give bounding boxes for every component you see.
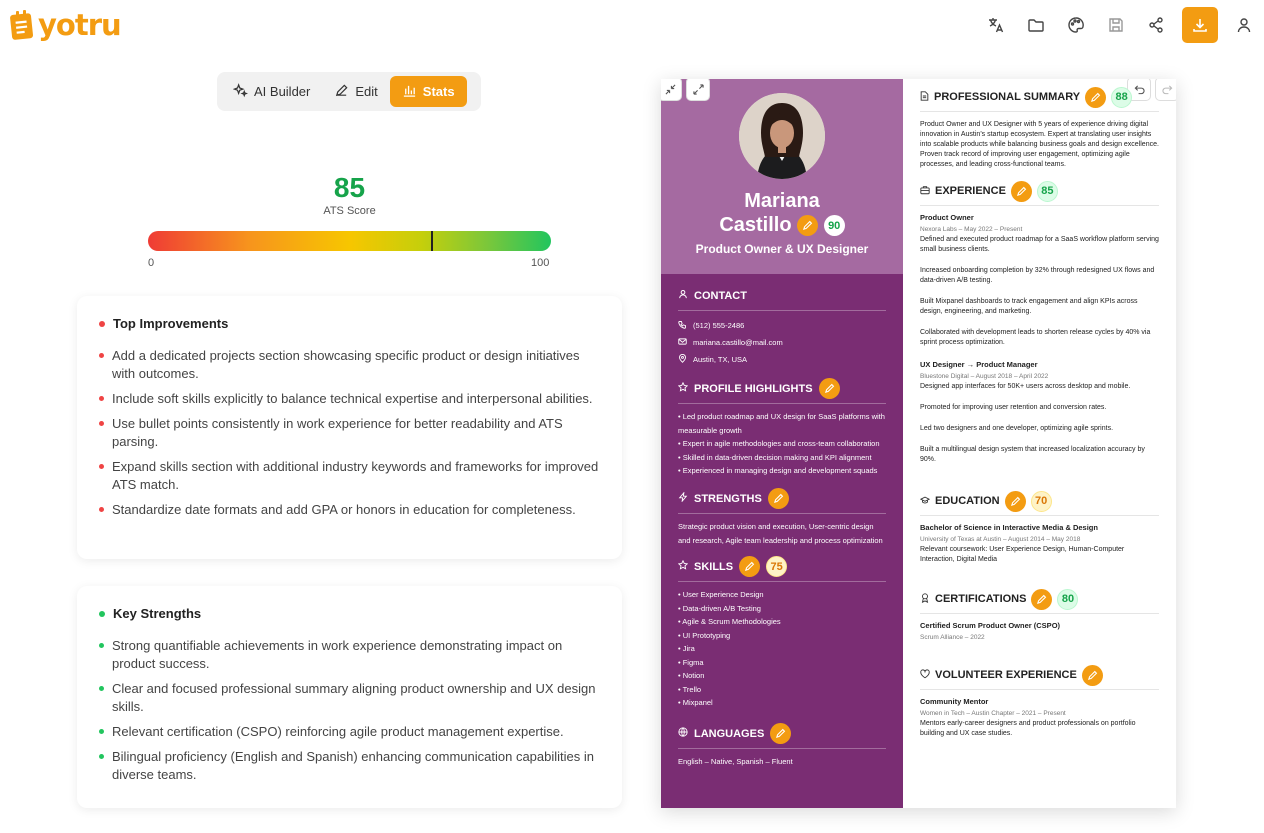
job-role: Product Owner [920, 213, 974, 222]
skills-section [678, 557, 886, 710]
languages-section [678, 724, 886, 769]
download-icon[interactable] [1182, 7, 1218, 43]
contact-email[interactable]: mariana.castillo@mail.com [693, 338, 783, 347]
strengths-heading [99, 606, 600, 621]
list-item-text: Add a dedicated projects section showcasing specific product or design initiatives with outcomes. [112, 348, 580, 381]
bullet-item: • Experienced in managing design and development squads [678, 466, 878, 475]
list-item-text: Relevant certification (CSPO) reinforcing agile product management expertise. [112, 724, 564, 739]
edit-strengths-button[interactable] [768, 488, 789, 509]
resume-job-title: Product Owner & UX Designer [695, 242, 869, 256]
edit-languages-button[interactable] [770, 723, 791, 744]
job-role: UX Designer → Product Manager [920, 360, 1038, 369]
bar-chart-icon [402, 83, 417, 101]
education-degree: Bachelor of Science in Interactive Media & Design [920, 523, 1098, 532]
list-item-text: Standardize date formats and add GPA or honors in education for completeness. [112, 502, 576, 517]
bullet-dot-icon [99, 754, 104, 759]
bullet-dot-icon [99, 643, 104, 648]
translate-icon[interactable] [976, 7, 1016, 43]
education-text: Relevant coursework: User Experience Design, Human-Computer Interaction, Digital Media [920, 546, 1125, 563]
strengths-text: Strategic product vision and execution, User-centric design and research, Agile team leadership and process optimization [678, 522, 883, 545]
list-item-text: Bilingual proficiency (English and Spanish) enhancing communication capabilities in diverse teams. [112, 749, 594, 782]
globe-icon [678, 727, 688, 740]
edit-certifications-button[interactable] [1031, 589, 1052, 610]
location-pin-icon [678, 354, 687, 365]
green-dot-icon [99, 611, 105, 617]
job-bullet: Promoted for improving user retention and conversion rates. [920, 404, 1107, 411]
tab-label: AI Builder [254, 84, 311, 99]
strengths-section [678, 489, 886, 547]
ats-bar-min: 0 [148, 257, 155, 269]
volunteer-meta: Women in Tech – Austin Chapter – 2021 – Present [920, 710, 1066, 717]
bullet-item: • Led product roadmap and UX design for SaaS platforms with measurable growth [678, 412, 885, 435]
job-bullet: Designed app interfaces for 50K+ users across desktop and mobile. [920, 383, 1131, 390]
award-icon [920, 593, 930, 606]
list-item-text: Use bullet points consistently in work experience for better readability and ATS parsing. [112, 416, 563, 449]
bullet-item: • UI Prototyping [678, 630, 731, 640]
job-bullet: Defined and executed product roadmap for a SaaS workflow platform serving small business clients. [920, 236, 1159, 253]
briefcase-icon [920, 185, 930, 198]
bolt-icon [678, 492, 688, 505]
ats-score-label: ATS Score [323, 205, 376, 217]
job-bullet: Built a multilingual design system that increased localization accuracy by 90%. [920, 446, 1145, 463]
summary-score-badge: 88 [1111, 87, 1132, 108]
bullet-item: • Data-driven A/B Testing [678, 603, 761, 613]
expand-icon[interactable] [686, 79, 710, 101]
bullet-item: • Agile & Scrum Methodologies [678, 617, 781, 626]
list-item-text: Strong quantifiable achievements in work experience demonstrating impact on product success. [112, 638, 563, 671]
experience-heading: EXPERIENCE [935, 185, 1006, 197]
tab-ai-builder[interactable] [221, 76, 322, 107]
tab-label: Stats [422, 84, 455, 99]
bullet-dot-icon [99, 421, 104, 426]
strengths-title: Key Strengths [113, 606, 202, 621]
folder-icon[interactable] [1016, 7, 1056, 43]
improvements-heading [99, 316, 600, 331]
edit-experience-button[interactable] [1011, 181, 1032, 202]
edit-skills-button[interactable] [739, 556, 760, 577]
resume-last-name-row [661, 213, 903, 237]
strengths-section-heading: STRENGTHS [694, 492, 762, 505]
star-outline-icon [678, 560, 688, 573]
education-meta: University of Texas at Austin – August 2014 – May 2018 [920, 536, 1081, 543]
experience-score-badge: 85 [1037, 181, 1058, 202]
bullet-dot-icon [99, 353, 104, 358]
notepad-icon [10, 10, 34, 40]
volunteer-text: Mentors early-career designers and product professionals on portfolio building and UX case studies. [920, 720, 1136, 737]
highlights-section [678, 379, 886, 478]
edit-education-button[interactable] [1005, 491, 1026, 512]
bullet-item: • Jira [678, 644, 695, 653]
star-icon [678, 382, 688, 395]
contact-heading: CONTACT [694, 289, 747, 302]
bullet-dot-icon [99, 729, 104, 734]
contact-phone: (512) 555-2486 [693, 321, 745, 330]
job-bullet: Built Mixpanel dashboards to track engagement and align KPIs across design, engineering, and marketing. [920, 298, 1138, 315]
job-entry [920, 359, 1159, 465]
view-tabs [217, 72, 481, 111]
bullet-dot-icon [99, 507, 104, 512]
edit-volunteer-button[interactable] [1082, 665, 1103, 686]
bullet-dot-icon [99, 396, 104, 401]
list-item [99, 501, 600, 519]
list-item [99, 680, 600, 716]
list-item [99, 723, 600, 741]
summary-section [920, 87, 1159, 170]
brand-logo[interactable] [10, 8, 121, 42]
bullet-item: • User Experience Design [678, 590, 764, 599]
summary-text: Product Owner and UX Designer with 5 years of experience driving digital innovation in Austin's startup ecosystem. Expert at translating user insights into scalable products while balancing business goals and design excellence. Proven track record of improving user engagement, optimizing agile processes, and leading cross-functional teams. [920, 121, 1159, 168]
sparkle-icon [233, 83, 248, 101]
bullet-dot-icon [99, 464, 104, 469]
certification-name: Certified Scrum Product Owner (CSPO) [920, 621, 1061, 630]
experience-list [920, 212, 1159, 465]
ats-score-bar [148, 231, 551, 251]
highlights-heading: PROFILE HIGHLIGHTS [694, 382, 813, 395]
job-meta: Nexora Labs – May 2022 – Present [920, 226, 1023, 233]
list-item [99, 748, 600, 784]
bullet-item: • Skilled in data-driven decision making and KPI alignment [678, 452, 872, 462]
edit-summary-button[interactable] [1085, 87, 1106, 108]
bullet-item: • Notion [678, 671, 705, 680]
share-icon[interactable] [1136, 7, 1176, 43]
skills-list [678, 588, 886, 710]
certification-meta: Scrum Alliance – 2022 [920, 634, 985, 641]
heart-icon [920, 669, 930, 682]
bullet-item: • Figma [678, 657, 704, 667]
brand-name: yotru [38, 8, 121, 42]
job-bullet: Led two designers and one developer, optimizing agile sprints. [920, 425, 1114, 432]
job-bullet: Increased onboarding completion by 32% through redesigned UX flows and data-driven A/B testing. [920, 267, 1155, 284]
tab-stats[interactable] [390, 76, 467, 107]
top-toolbar [976, 7, 1264, 43]
bullet-dot-icon [99, 686, 104, 691]
ats-bar-max: 100 [531, 257, 550, 269]
bullet-item: • Expert in agile methodologies and cross-team collaboration [678, 439, 880, 448]
volunteer-section [920, 665, 1159, 739]
resume-sidebar [661, 79, 903, 808]
ats-score-marker [431, 231, 433, 251]
job-entry [920, 212, 1159, 348]
education-section [920, 491, 1159, 565]
languages-text: English – Native, Spanish – Fluent [678, 757, 793, 766]
improvements-card [77, 296, 622, 559]
collapse-icon[interactable] [661, 79, 682, 101]
list-item-text: Include soft skills explicitly to balance technical expertise and interpersonal abilities. [112, 391, 593, 406]
strengths-card [77, 586, 622, 808]
save-icon[interactable] [1096, 7, 1136, 43]
edit-name-button[interactable] [797, 215, 818, 236]
resume-header [661, 79, 903, 274]
list-item [99, 347, 600, 383]
skills-score-badge: 75 [766, 556, 787, 577]
pencil-icon [334, 83, 349, 101]
job-meta: Bluestone Digital – August 2018 – April 2022 [920, 373, 1049, 380]
strengths-list [99, 637, 600, 784]
mail-icon [678, 337, 687, 348]
user-icon[interactable] [1224, 7, 1264, 43]
bullet-item: • Mixpanel [678, 698, 713, 707]
skills-heading: SKILLS [694, 560, 734, 573]
languages-heading: LANGUAGES [694, 727, 765, 740]
education-heading: EDUCATION [935, 495, 1000, 507]
education-score-badge: 70 [1031, 491, 1052, 512]
bullet-item: • Trello [678, 684, 702, 694]
list-item [99, 415, 600, 451]
resume-last-name: Castillo [719, 214, 792, 236]
document-icon [920, 91, 929, 104]
phone-icon [678, 320, 687, 331]
profile-photo [739, 93, 825, 179]
list-item [99, 390, 600, 408]
certifications-heading: CERTIFICATIONS [935, 593, 1027, 605]
ats-score-value: 85 [333, 172, 366, 203]
person-icon [678, 289, 688, 302]
edit-highlights-button[interactable] [819, 378, 840, 399]
job-bullet: Collaborated with development leads to shorten release cycles by 40% via sprint process optimization. [920, 329, 1151, 346]
improvements-list [99, 347, 600, 519]
improvements-title: Top Improvements [113, 316, 229, 331]
certifications-score-badge: 80 [1057, 589, 1078, 610]
contact-location: Austin, TX, USA [693, 355, 748, 364]
list-item-text: Clear and focused professional summary aligning product ownership and UX design skills. [112, 681, 596, 714]
ats-score [148, 172, 551, 217]
summary-heading: PROFESSIONAL SUMMARY [934, 91, 1081, 103]
certifications-section [920, 589, 1159, 643]
highlights-list [678, 410, 886, 478]
list-item [99, 637, 600, 673]
red-dot-icon [99, 321, 105, 327]
volunteer-role: Community Mentor [920, 697, 989, 706]
name-score-badge: 90 [824, 215, 845, 236]
resume-first-name: Mariana [744, 190, 820, 212]
list-item [99, 458, 600, 494]
volunteer-heading: VOLUNTEER EXPERIENCE [935, 669, 1077, 681]
tab-label: Edit [355, 84, 378, 99]
resume-preview [661, 79, 1176, 808]
experience-section [920, 181, 1159, 476]
tab-edit[interactable] [322, 76, 389, 107]
graduation-cap-icon [920, 495, 930, 508]
palette-icon[interactable] [1056, 7, 1096, 43]
list-item-text: Expand skills section with additional industry keywords and frameworks for improved ATS match. [112, 459, 599, 492]
contact-section [678, 286, 886, 365]
